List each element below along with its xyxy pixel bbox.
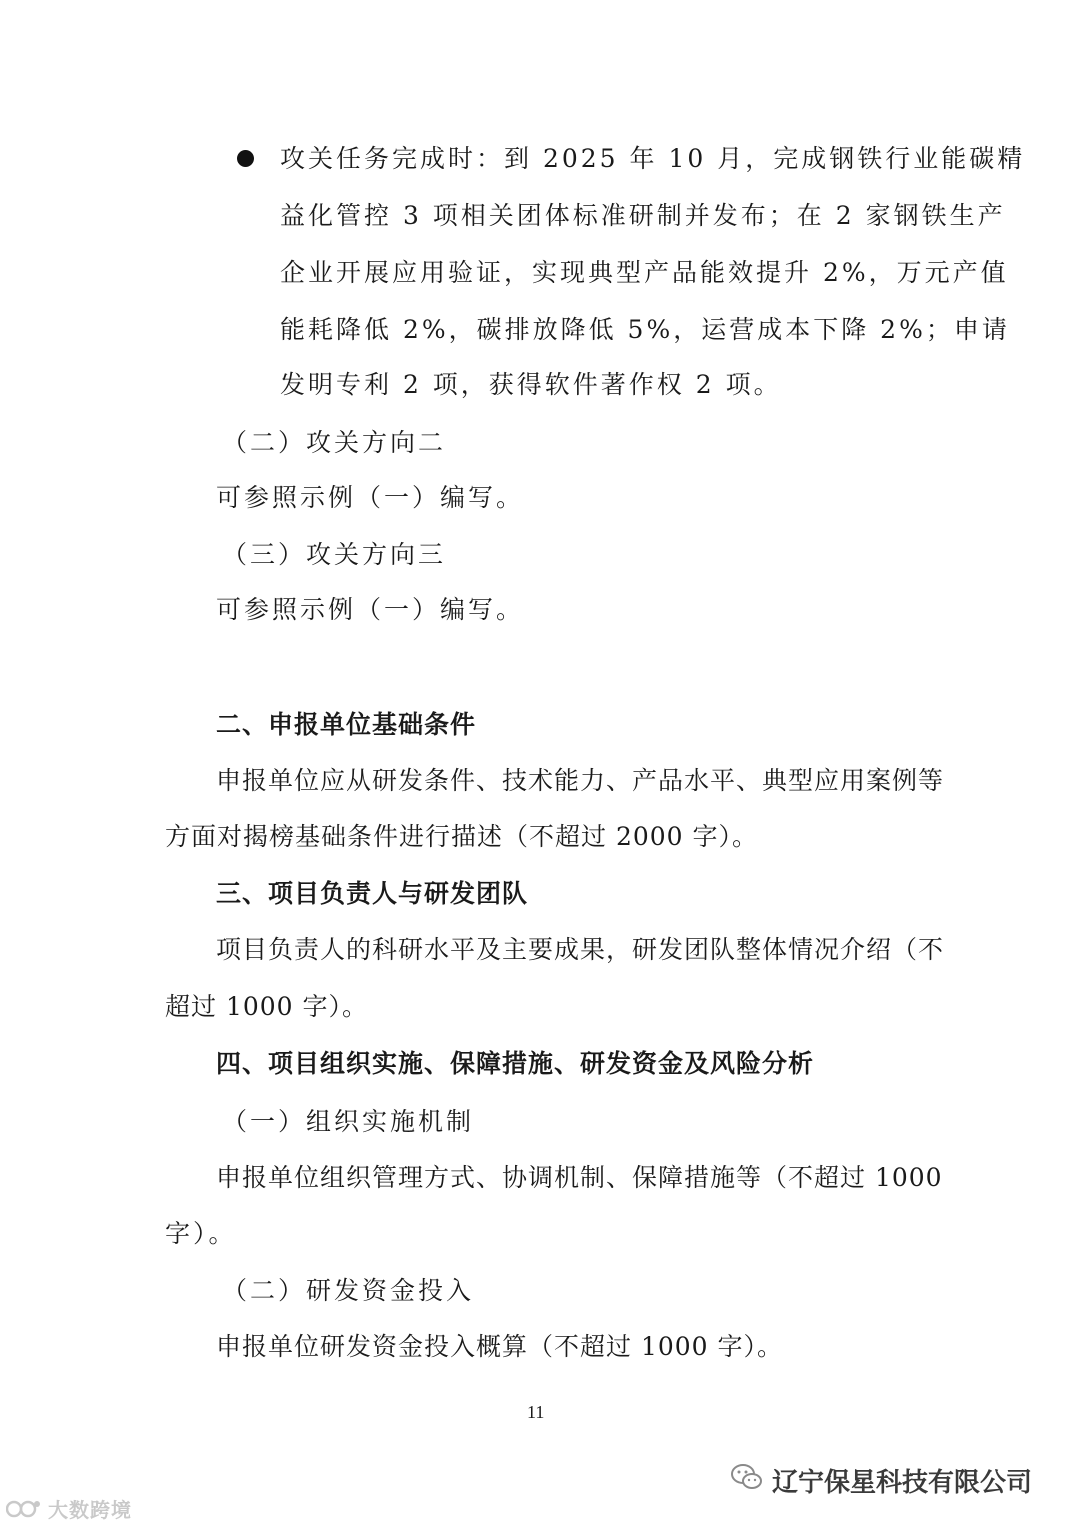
bullet-text-line-4: 能耗降低 2%，碳排放降低 5%，运营成本下降 2%；申请 [280,315,1010,344]
section-4-1-paragraph-line-1: 申报单位组织管理方式、协调机制、保障措施等（不超过 1000 [216,1163,943,1192]
subheading-org-mechanism: （一）组织实施机制 [222,1107,475,1136]
section-heading-3: 三、项目负责人与研发团队 [216,879,529,908]
watermark-logo-icon [6,1498,42,1520]
subheading-direction-2: （二）攻关方向二 [222,428,447,457]
section-4-1-paragraph-line-2: 字）。 [165,1219,237,1248]
section-heading-2: 二、申报单位基础条件 [216,710,477,739]
watermark-right-text: 辽宁保星科技有限公司 [772,1468,1033,1498]
wechat-icon [730,1462,764,1499]
bullet-dot-icon [237,150,254,167]
section-4-2-paragraph: 申报单位研发资金投入概算（不超过 1000 字）。 [216,1332,784,1361]
subheading-rd-funding: （二）研发资金投入 [222,1276,475,1305]
section-heading-4: 四、项目组织实施、保障措施、研发资金及风险分析 [216,1049,815,1078]
bullet-text-line-5: 发明专利 2 项，获得软件著作权 2 项。 [280,370,782,399]
section-2-paragraph-line-1: 申报单位应从研发条件、技术能力、产品水平、典型应用案例等 [216,766,945,795]
watermark-left [6,1494,132,1523]
watermark-left-text: 大数跨境 [48,1498,132,1522]
paragraph-direction-3: 可参照示例（一）编写。 [216,595,525,624]
bullet-text-line-2: 益化管控 3 项相关团体标准研制并发布；在 2 家钢铁生产 [280,201,1006,230]
watermark-right [730,1462,1032,1499]
bullet-text-line-3: 企业开展应用验证，实现典型产品能效提升 2%，万元产值 [280,258,1009,287]
subheading-direction-3: （三）攻关方向三 [222,540,447,569]
section-3-paragraph-line-1: 项目负责人的科研水平及主要成果，研发团队整体情况介绍（不 [216,935,945,964]
bullet-text-line-1: 攻关任务完成时：到 2025 年 10 月，完成钢铁行业能碳精 [280,144,1026,173]
paragraph-direction-2: 可参照示例（一）编写。 [216,483,525,512]
section-3-paragraph-line-2: 超过 1000 字）。 [165,992,369,1021]
page-number: 11 [527,1402,545,1422]
section-2-paragraph-line-2: 方面对揭榜基础条件进行描述（不超过 2000 字）。 [165,822,759,851]
